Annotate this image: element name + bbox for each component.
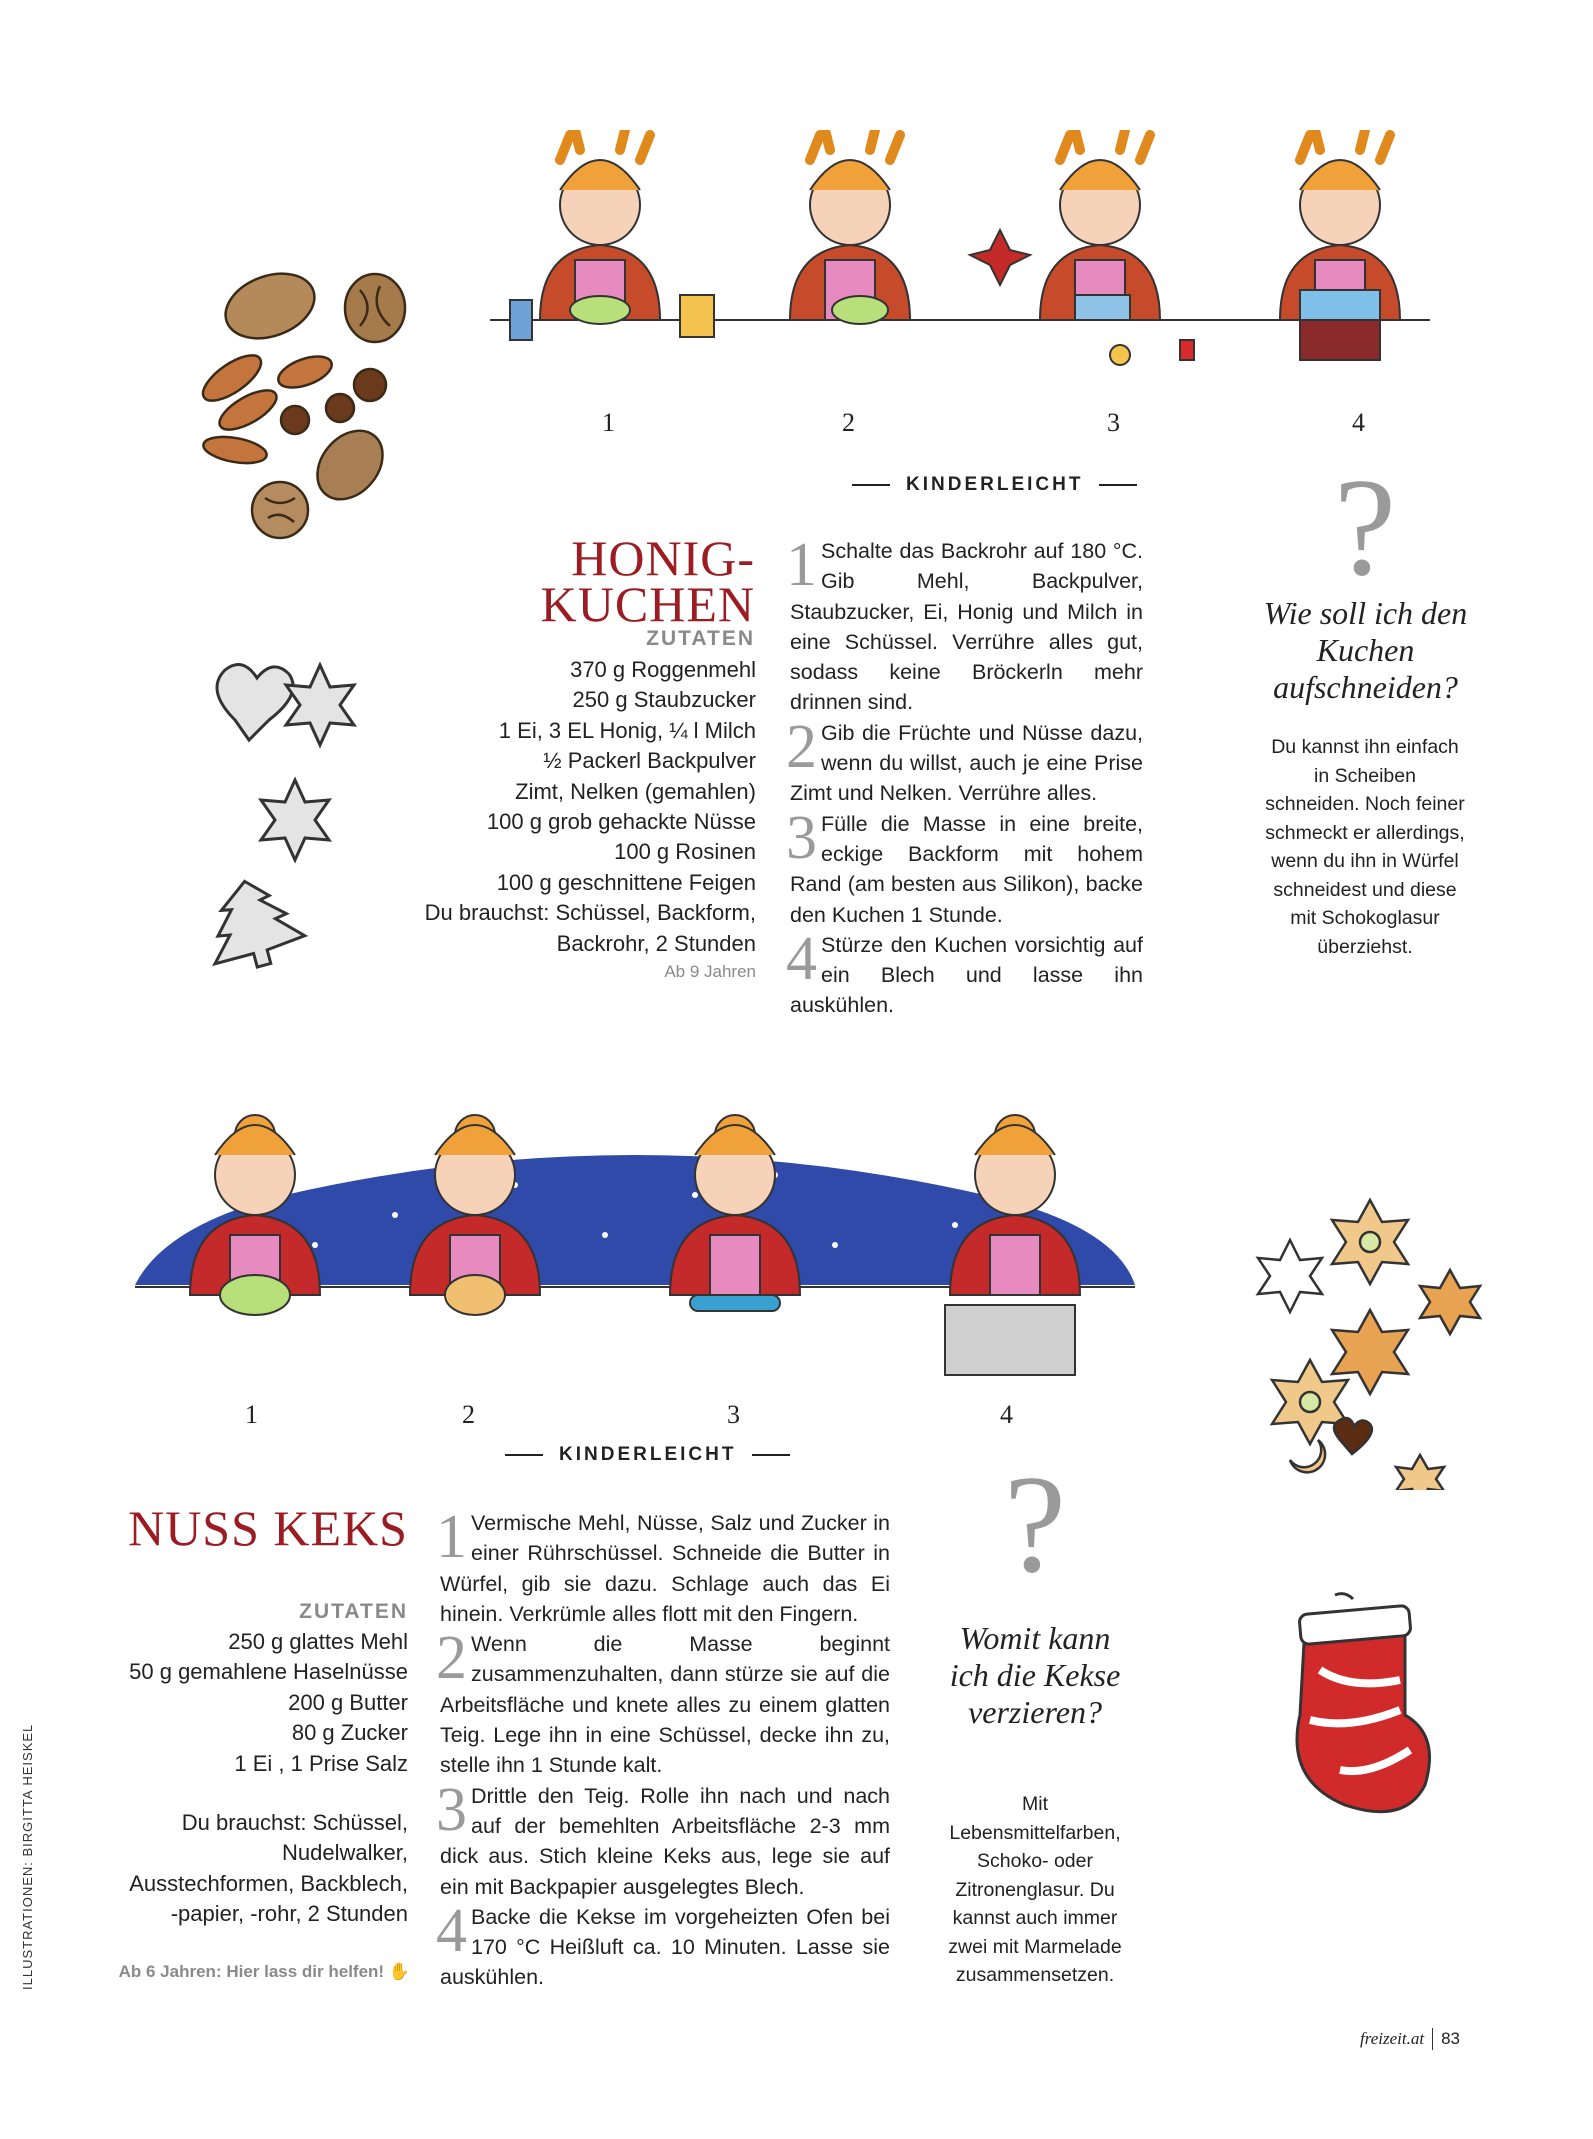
ingredient: 200 g Butter (288, 1689, 408, 1715)
honig-zutaten-heading: ZUTATEN (646, 627, 755, 650)
ingredient: 50 g gemahlene Haselnüsse (129, 1659, 408, 1685)
footer-divider (1432, 2028, 1433, 2050)
nuss-age-note-text: Ab 6 Jahren: Hier lass dir helfen! (118, 1962, 385, 1981)
nuss-step-number-3: 3 (727, 1400, 740, 1429)
nuss-step: 1 Vermische Mehl, Nüsse, Salz und Zucker in einer Rührschüssel. Schneide die Butter in Würfel, gib sie dazu. Schlage auch das Ei hinein. Verkrümle alles flott mit den Fingern. (436, 1503, 890, 1626)
ingredient: 250 g glattes Mehl (228, 1629, 408, 1654)
honig-answer: Du kannst ihn einfach in Scheiben schneiden. Noch feiner schmeckt er allerdings, wenn du ihn in Würfel schneidest und diese mit Schokoglasur überziehst. (1265, 736, 1465, 958)
ingredient: Zimt, Nelken (gemahlen) (515, 778, 756, 804)
honig-step-number-3: 3 (1107, 408, 1120, 437)
honig-step: 3 Fülle die Masse in eine breite, eckige Backform mit hohem Rand (am besten aus Silikon), backe den Kuchen 1 Stunde. (786, 803, 1143, 927)
tool-line: Du brauchst: Schüssel, (181, 1810, 408, 1835)
illustration-credit: ILLUSTRATIONEN: BIRGITTA HEISKEL (20, 1723, 35, 1990)
nuss-step: 4 Backe die Kekse im vorgeheizten Ofen bei 170 °C Heißluft ca. 10 Minuten. Lasse sie auskühlen. (436, 1896, 890, 1990)
nuss-title: NUSS KEKS (128, 1500, 408, 1556)
footer-site: freizeit.at (1360, 2029, 1425, 2048)
honig-step-number-2: 2 (842, 408, 855, 437)
ingredient: 80 g Zucker (291, 1720, 408, 1746)
nuss-step: 2 Wenn die Masse beginnt zusammenzuhalten, dann stürze sie auf die Arbeitsfläche und knete alles zu einem glatten Teig. Lege ihn in eine Schüssel, decke ihn zu, stelle ihn 1 Stunde kalt. (436, 1624, 890, 1778)
footer (1360, 2028, 1460, 2050)
ingredient: 370 g Roggenmehl (570, 657, 756, 682)
nuss-age-note (110, 1962, 410, 1982)
ingredient: ½ Packerl Backpulver (543, 748, 756, 774)
honig-ingredients (400, 655, 756, 959)
nuss-step-number-2: 2 (462, 1400, 475, 1429)
honig-step: 2 Gib die Früchte und Nüsse dazu, wenn du willst, auch je eine Prise Zimt und Nelken. Verrühre alles. (786, 712, 1143, 806)
ingredient: 250 g Staubzucker (572, 687, 756, 713)
honig-step: 1 Schalte das Backrohr auf 180 °C. Gib Mehl, Backpulver, Staubzucker, Ei, Honig und Milch in eine Schüssel. Verrühre alles gut, sodass keine Bröckerln mehr drinnen sind. (786, 531, 1143, 715)
honig-step-number-4: 4 (1352, 408, 1365, 437)
ingredient: 1 Ei, 3 EL Honig, ¼ l Milch (498, 717, 756, 743)
ingredient: 1 Ei , 1 Prise Salz (234, 1750, 408, 1776)
nuss-zutaten-heading: ZUTATEN (299, 1600, 408, 1623)
honig-step-number-1: 1 (602, 408, 615, 437)
honig-title (400, 530, 755, 632)
tool-line: Ausstechformen, Backblech, (129, 1870, 408, 1896)
page-number: 83 (1441, 2029, 1460, 2048)
nuss-badge-label: KINDERLEICHT (559, 1444, 737, 1465)
nuss-step-number-1: 1 (245, 1400, 258, 1429)
honig-question: Wie soll ich den Kuchen aufschneiden? (1263, 595, 1468, 705)
nuss-steps (436, 1503, 890, 1993)
honig-title-line1: HONIG- (571, 530, 755, 586)
ingredient: Backrohr, 2 Stunden (556, 930, 756, 956)
nuss-question-mark: ? (1003, 1447, 1067, 1602)
nuts-illustration (190, 260, 440, 550)
cookies-illustration (1250, 1190, 1490, 1490)
cookie-cutters-illustration (200, 660, 380, 990)
hand-icon: ✋ (388, 1962, 410, 1981)
honig-steps (786, 531, 1143, 1021)
nuss-answer: Mit Lebensmittelfarben, Schoko- oder Zitronenglasur. Du kannst auch immer zwei mit Marmelade zusammensetzen. (948, 1793, 1122, 1986)
nuss-step-number-4: 4 (1000, 1400, 1013, 1429)
nusskeks-steps-illustration (135, 1095, 1135, 1395)
tool-line: Nudelwalker, (282, 1840, 408, 1866)
tool-line: -papier, -rohr, 2 Stunden (170, 1901, 408, 1927)
ingredient: 100 g Rosinen (614, 839, 756, 865)
ingredient: Du brauchst: Schüssel, Backform, (424, 900, 756, 926)
nuss-step: 3 Drittle den Teig. Rolle ihn nach und nach auf der bemehlten Arbeitsfläche 2-3 mm dick aus. Stich kleine Keks aus, lege sie auf ein mit Backpapier ausgelegtes Blech. (436, 1775, 890, 1899)
nuss-ingredients (110, 1627, 408, 1779)
ingredient: 100 g grob gehackte Nüsse (486, 809, 756, 835)
honig-badge-label: KINDERLEICHT (906, 474, 1084, 495)
nuss-badge (505, 1444, 790, 1466)
nuss-tools (110, 1808, 408, 1930)
honig-question-mark: ? (1333, 450, 1397, 605)
nuss-question: Womit kann ich die Kekse verzieren? (949, 1620, 1121, 1730)
honig-badge (852, 474, 1137, 496)
honig-title-line2: KUCHEN (540, 576, 755, 632)
ingredient: 100 g geschnittene Feigen (496, 869, 756, 895)
honig-step: 4 Stürze den Kuchen vorsichtig auf ein Blech und lasse ihn auskühlen. (786, 924, 1143, 1018)
honigkuchen-steps-illustration (490, 130, 1430, 410)
stocking-illustration (1280, 1590, 1450, 1820)
honig-age-note: Ab 9 Jahren (664, 962, 756, 981)
